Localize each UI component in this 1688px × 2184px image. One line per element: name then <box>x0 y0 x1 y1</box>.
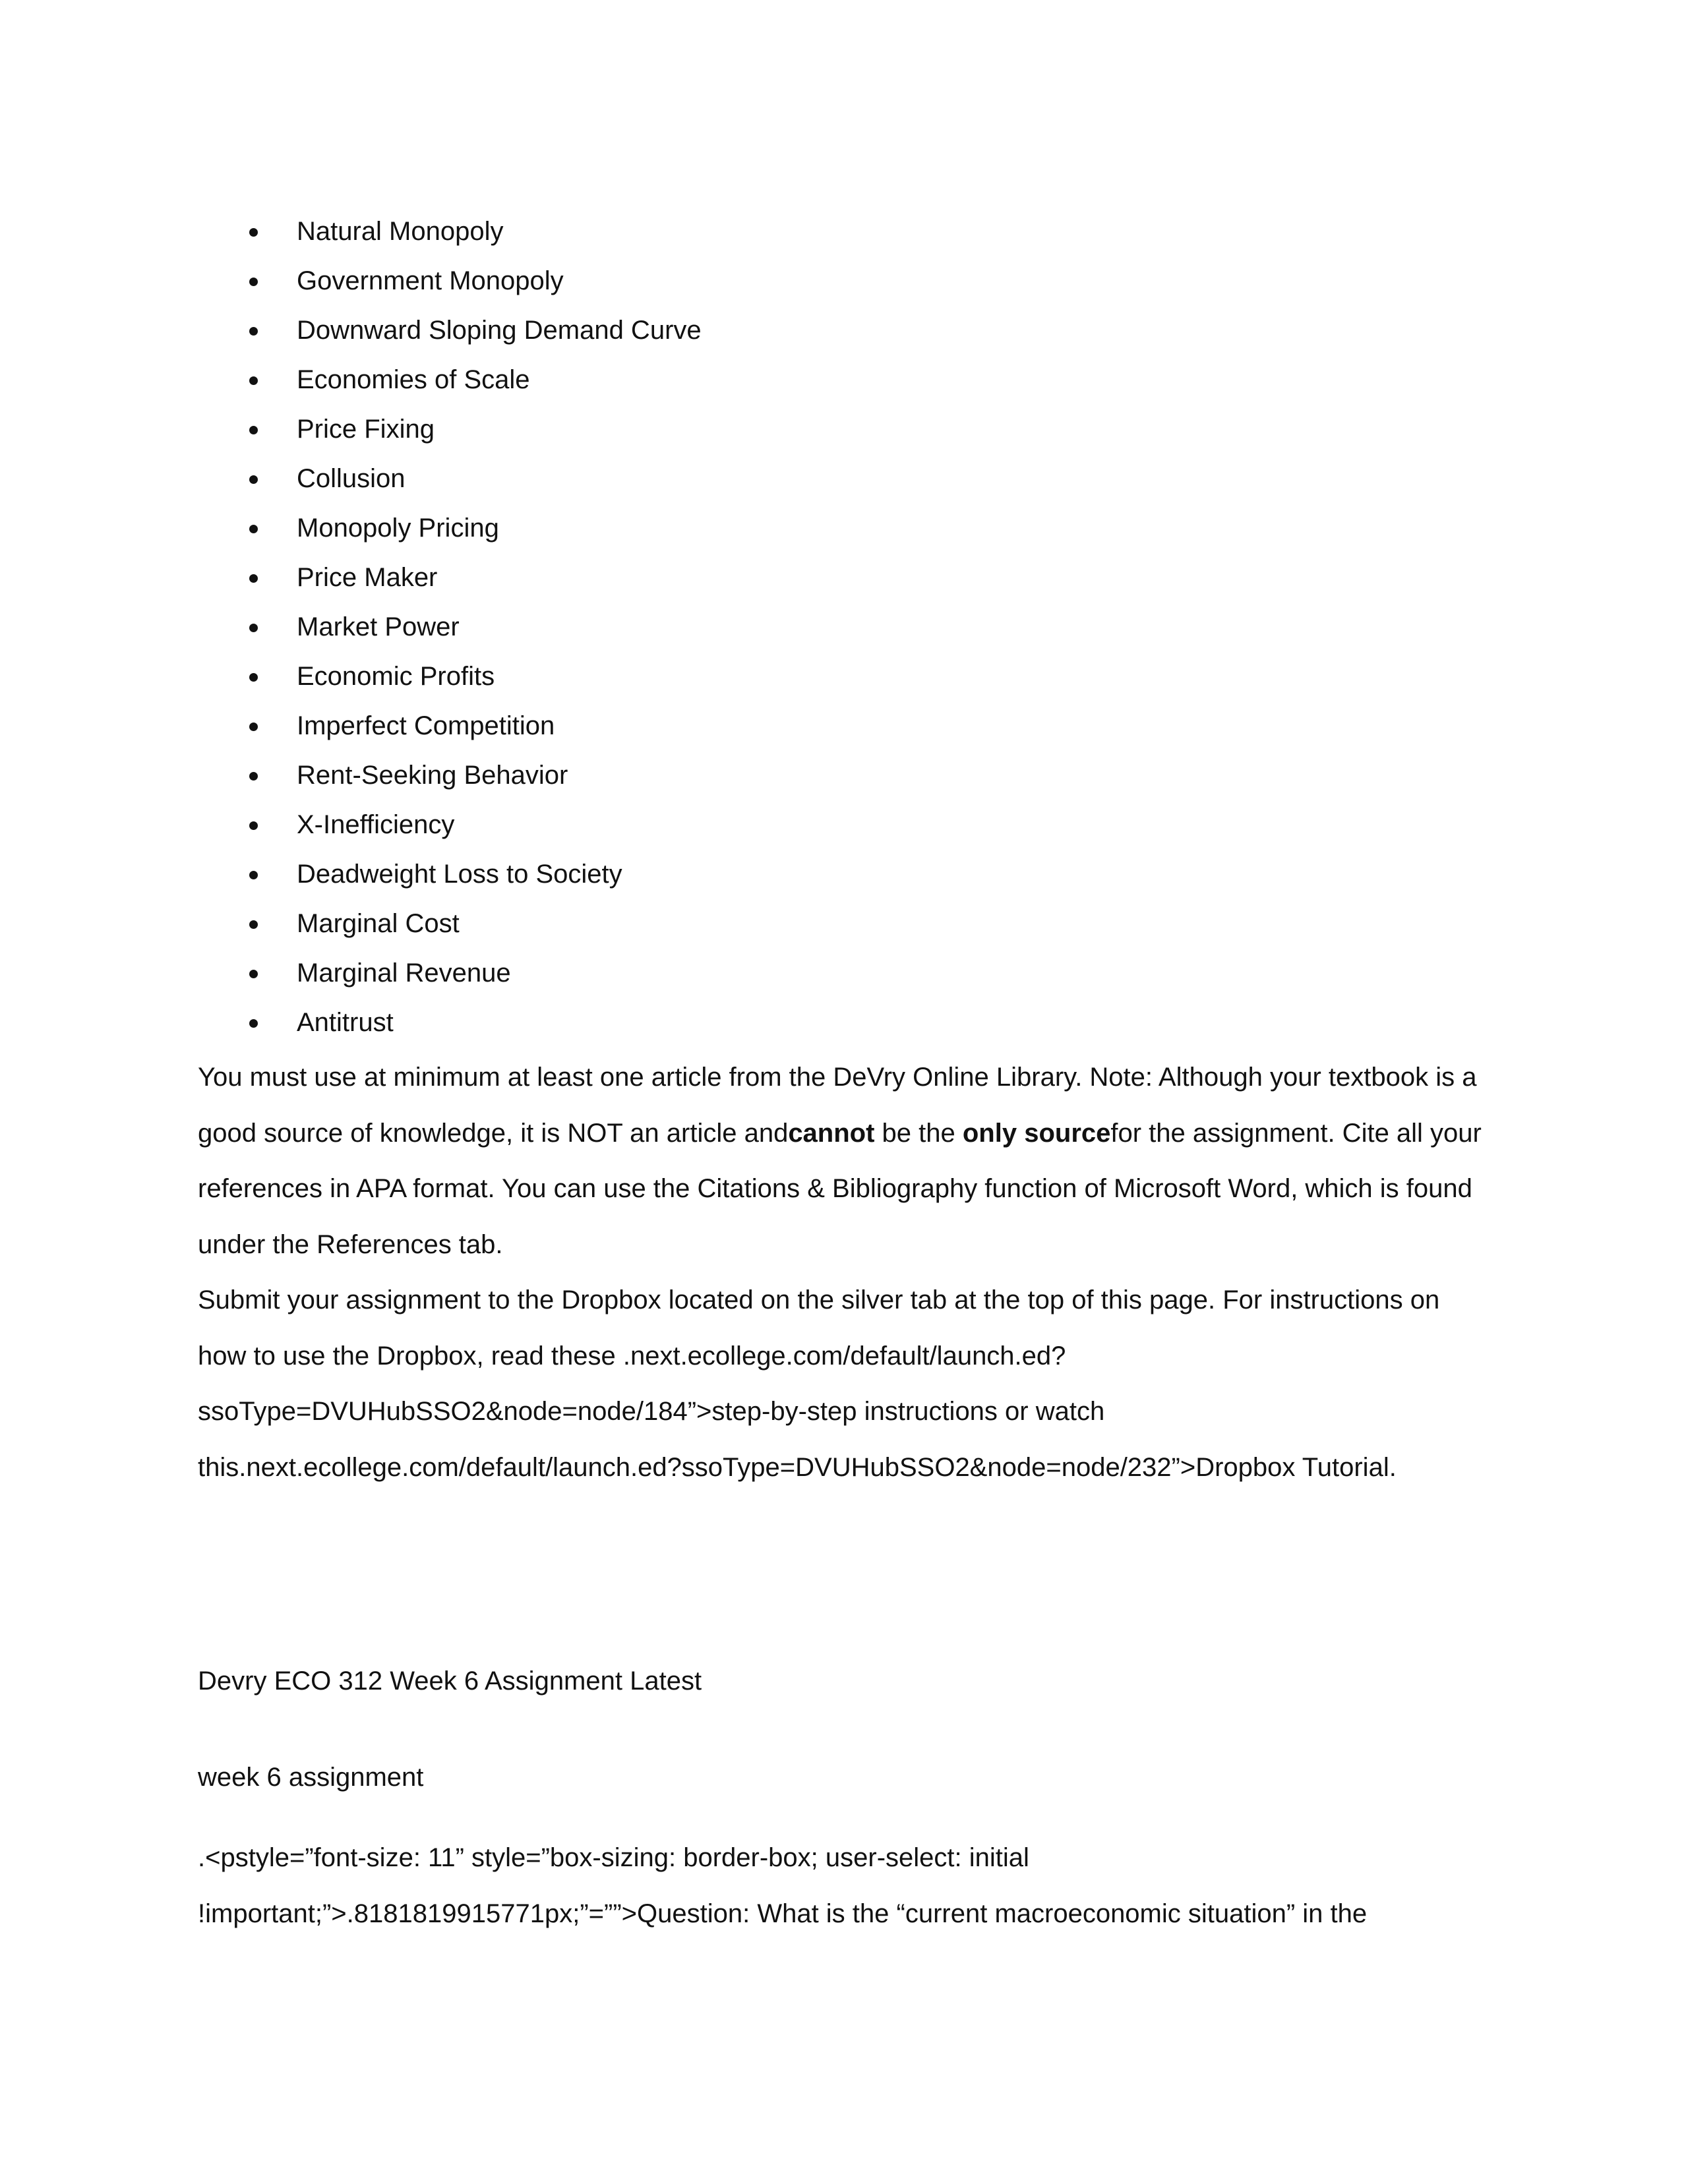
bullet-dot-icon <box>249 228 258 237</box>
list-item-text: Economies of Scale <box>297 365 530 394</box>
bullet-dot-icon <box>249 327 258 336</box>
paragraph-text: be the <box>874 1118 963 1148</box>
list-item <box>198 753 702 803</box>
bullet-dot-icon <box>249 821 258 830</box>
topic-bullet-list <box>198 210 702 1050</box>
assignment-heading: Devry ECO 312 Week 6 Assignment Latest <box>198 1667 702 1696</box>
paragraph-text: You must use at minimum at least one article from the DeVry Online Library. Note: Although your textbook is a good source of knowledge, it is NOT an article and <box>198 1063 1477 1148</box>
list-item <box>198 852 702 902</box>
bullet-dot-icon <box>249 772 258 781</box>
list-item-text: Marginal Cost <box>297 909 460 938</box>
raw-markup-line: .<pstyle=”font-size: 11” style=”box-sizing: border-box; user-select: initial <box>198 1843 1029 1872</box>
emphasis-cannot: cannot <box>788 1118 875 1148</box>
list-item <box>198 506 702 556</box>
list-item <box>198 457 702 506</box>
bullet-dot-icon <box>249 871 258 879</box>
list-item-text: Price Fixing <box>297 415 435 444</box>
library-requirement-paragraph <box>198 1049 1490 1272</box>
list-item-text: X-Inefficiency <box>297 810 455 839</box>
bullet-dot-icon <box>249 376 258 385</box>
bullet-dot-icon <box>249 920 258 929</box>
assignment-subheading: week 6 assignment <box>198 1763 424 1792</box>
bullet-dot-icon <box>249 624 258 632</box>
list-item <box>198 803 702 852</box>
list-item-text: Deadweight Loss to Society <box>297 860 622 889</box>
list-item-text: Economic Profits <box>297 662 495 691</box>
list-item-text: Downward Sloping Demand Curve <box>297 316 702 345</box>
list-item-text: Price Maker <box>297 563 438 592</box>
bullet-dot-icon <box>249 574 258 583</box>
bullet-dot-icon <box>249 475 258 484</box>
bullet-dot-icon <box>249 426 258 434</box>
list-item-text: Government Monopoly <box>297 266 564 295</box>
dropbox-instructions-paragraph: Submit your assignment to the Dropbox located on the silver tab at the top of this page. For instructions on how to use the Dropbox, read these .next.ecollege.com/default/launch.ed?ssoType=DVUHubSSO2&node=node/184”>step-by-step instructions or watch this.next.ecollege.com/default/launch.ed?ssoType=DVUHubSSO2&node=node/232”>Dropbox Tutorial. <box>198 1285 1440 1482</box>
list-item <box>198 704 702 753</box>
list-item-text: Antitrust <box>297 1008 394 1037</box>
list-item <box>198 1001 702 1050</box>
paragraph-text: for the assignment. Cite all your references in APA format. You can use the Citations & Bibliography function of Microsoft Word, which is found under the References tab. <box>198 1118 1482 1259</box>
list-item <box>198 259 702 309</box>
list-item-text: Monopoly Pricing <box>297 514 499 543</box>
list-item <box>198 902 702 951</box>
list-item-text: Collusion <box>297 464 406 493</box>
bullet-dot-icon <box>249 970 258 978</box>
list-item <box>198 655 702 704</box>
question-line: !important;”>.8181819915771px;”=””>Question: What is the “current macroeconomic situation” in the <box>198 1899 1368 1928</box>
bullet-dot-icon <box>249 525 258 533</box>
bullet-dot-icon <box>249 723 258 731</box>
bullet-dot-icon <box>249 278 258 286</box>
list-item <box>198 210 702 259</box>
list-item <box>198 407 702 457</box>
list-item-text: Market Power <box>297 612 460 641</box>
emphasis-only-source: only source <box>962 1118 1111 1148</box>
list-item <box>198 605 702 655</box>
list-item-text: Imperfect Competition <box>297 711 555 740</box>
list-item <box>198 556 702 605</box>
list-item-text: Rent-Seeking Behavior <box>297 761 568 790</box>
list-item <box>198 309 702 358</box>
list-item <box>198 951 702 1001</box>
bullet-dot-icon <box>249 673 258 682</box>
list-item-text: Natural Monopoly <box>297 217 504 246</box>
bullet-dot-icon <box>249 1019 258 1028</box>
list-item <box>198 358 702 407</box>
list-item-text: Marginal Revenue <box>297 959 511 988</box>
